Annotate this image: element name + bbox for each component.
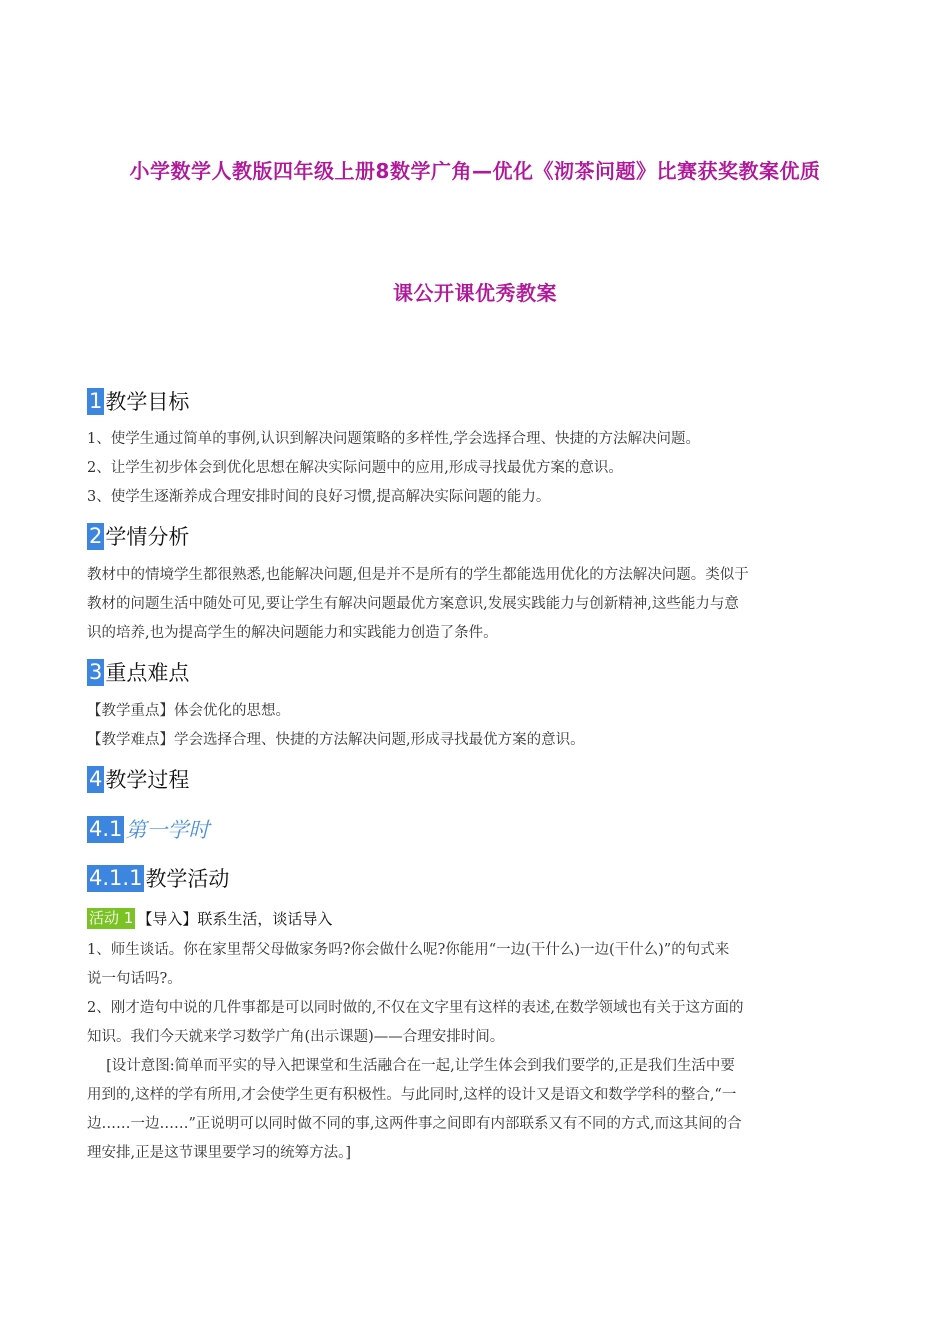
list-item: 3、使学生逐渐养成合理安排时间的良好习惯,提高解决实际问题的能力。 — [87, 489, 551, 505]
list-item: 【教学重点】体会优化的思想。 — [87, 703, 290, 719]
keypoints-list — [87, 697, 862, 755]
section-heading-objectives — [87, 387, 189, 415]
section-number: 3 — [89, 659, 103, 684]
section-heading-keypoints — [87, 658, 189, 686]
analysis-paragraph — [87, 561, 862, 648]
section-number: 4 — [89, 766, 103, 791]
paragraph-line: 知识。我们今天就来学习数学广角(出示课题)——合理安排时间。 — [87, 1029, 505, 1045]
section-heading-analysis — [87, 522, 189, 550]
section-title: 教学目标 — [105, 390, 190, 414]
list-item: 【教学难点】学会选择合理、快捷的方法解决问题,形成寻找最优方案的意识。 — [87, 732, 585, 748]
paragraph-line: 识的培养,也为提高学生的解决问题能力和实践能力创造了条件。 — [87, 625, 498, 641]
activity-tag: 活动 1 — [89, 908, 134, 927]
doc-title-line2: 课公开课优秀教案 — [393, 281, 557, 305]
paragraph-line: 1、师生谈话。你在家里帮父母做家务吗?你会做什么呢?你能用“一边(干什么)一边(干什么)”的句式来 — [87, 942, 730, 958]
paragraph-line: 边……一边……”正说明可以同时做不同的事,这两件事之间即有内部联系又有不同的方式,而这其间的合 — [87, 1116, 742, 1132]
subsubsection-heading-activities — [87, 864, 229, 892]
paragraph-line: 理安排,正是这节课里要学习的统筹方法。] — [87, 1145, 352, 1161]
list-item: 2、让学生初步体会到优化思想在解决实际问题中的应用,形成寻找最优方案的意识。 — [87, 460, 623, 476]
section-title: 教学过程 — [105, 768, 190, 792]
subsection-number: 4.1 — [89, 816, 123, 841]
activity-heading — [87, 907, 332, 929]
section-heading-process — [87, 765, 189, 793]
paragraph-line: [设计意图:简单而平实的导入把课堂和生活融合在一起,让学生体会到我们要学的,正是我们生活中要 — [87, 1058, 735, 1074]
paragraph-line: 2、刚才造句中说的几件事都是可以同时做的,不仅在文字里有这样的表述,在数学领域也有关于这方面的 — [87, 1000, 744, 1016]
doc-title-line1: 小学数学人教版四年级上册8数学广角—优化《沏茶问题》比赛获奖教案优质 — [129, 159, 821, 183]
subsubsection-number: 4.1.1 — [89, 865, 143, 890]
section-number: 2 — [89, 523, 103, 548]
activity-title: 【导入】联系生活，谈话导入 — [137, 909, 333, 928]
section-number: 1 — [89, 388, 103, 413]
objectives-list — [87, 425, 862, 512]
activity-body — [87, 936, 862, 1168]
paragraph-line: 说一句话吗?。 — [87, 971, 182, 987]
subsubsection-title: 教学活动 — [145, 867, 230, 891]
section-title: 学情分析 — [105, 525, 190, 549]
subsection-heading-lesson1 — [87, 815, 209, 843]
paragraph-line: 教材的问题生活中随处可见,要让学生有解决问题最优方案意识,发展实践能力与创新精神,这些能力与意 — [87, 596, 739, 612]
subsection-title: 第一学时 — [125, 818, 210, 842]
paragraph-line: 用到的,这样的学有所用,才会使学生更有积极性。与此同时,这样的设计又是语文和数学学科的整合,“一 — [87, 1087, 737, 1103]
paragraph-line: 教材中的情境学生都很熟悉,也能解决问题,但是并不是所有的学生都能选用优化的方法解决问题。类似于 — [87, 567, 749, 583]
list-item: 1、使学生通过简单的事例,认识到解决问题策略的多样性,学会选择合理、快捷的方法解决问题。 — [87, 431, 700, 447]
section-title: 重点难点 — [105, 661, 190, 685]
